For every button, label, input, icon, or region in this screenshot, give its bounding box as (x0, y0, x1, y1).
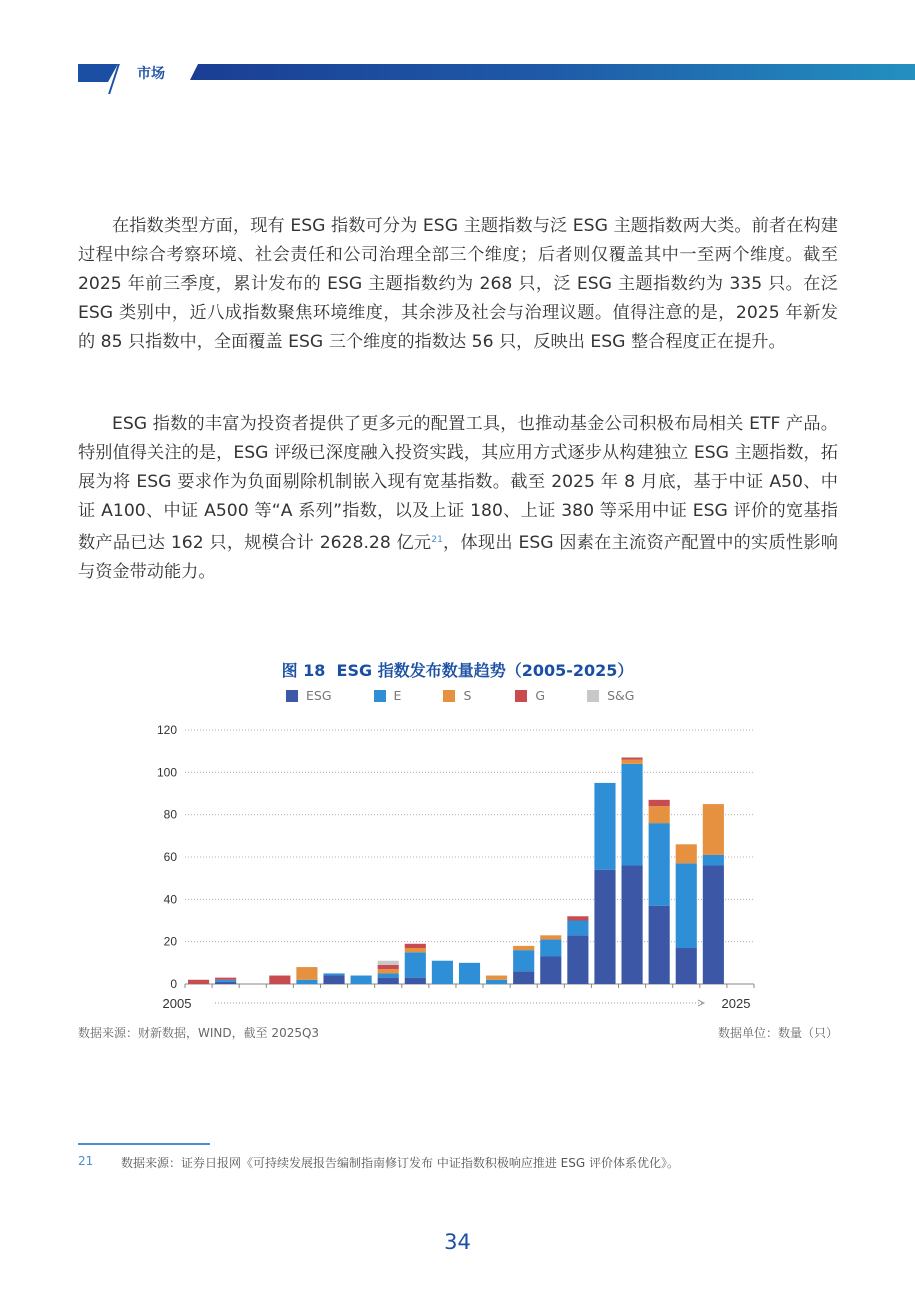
legend-swatch (443, 690, 455, 702)
bar-segment (269, 976, 290, 984)
legend-swatch (587, 690, 599, 702)
legend-swatch (374, 690, 386, 702)
bar-segment (676, 863, 697, 948)
legend-label: S&G (607, 688, 635, 703)
stacked-bar-chart (140, 718, 780, 1018)
bar-segment (676, 948, 697, 984)
x-tick-label-last: 2025 (721, 996, 751, 1011)
bar-segment (622, 760, 643, 764)
figure-label: 图 18 (281, 661, 326, 680)
bar-segment (296, 967, 317, 980)
bar-segment (215, 982, 236, 984)
figure-title (0, 658, 915, 681)
bar-segment (378, 973, 399, 977)
bar-segment (215, 978, 236, 980)
paragraph-2-text-a: ESG 指数的丰富为投资者提供了更多元的配置工具，也推动基金公司积极布局相关 ETF 产品。特别值得关注的是，ESG 评级已深度融入投资实践，其应用方式逐步从构建独立 ESG 主题指数，拓展为将 ESG 要求作为负面剔除机制嵌入现有宽基指数。截至 2025 年 8 月底，基于中证 A50、中证 A100、中证 A500 等“A 系列”指数，以及上证 180、上证 380 等采用中证 ESG 评价的宽基指数产品已达 162 只，规模合计 2628.28 亿元 (78, 414, 838, 553)
footnote-number: 21 (78, 1154, 94, 1168)
bar-segment (540, 956, 561, 984)
x-tick-label-first: 2005 (162, 996, 192, 1011)
bar-segment (378, 969, 399, 973)
y-tick-label: 0 (170, 977, 177, 991)
figure-source: 数据来源：财新数据，WIND，截至 2025Q3 (78, 1026, 320, 1040)
bar-segment (513, 950, 534, 971)
page-number: 34 (444, 1230, 471, 1254)
y-tick-label: 120 (156, 723, 177, 737)
bar-segment (703, 865, 724, 984)
legend-label: ESG (306, 688, 332, 703)
bar-segment (649, 800, 670, 806)
bar-segment (405, 952, 426, 977)
paragraph-2 (78, 410, 838, 587)
bar-segment (540, 940, 561, 957)
legend-item (374, 688, 402, 703)
bar-segment (486, 980, 507, 984)
bar-segment (567, 921, 588, 936)
legend-swatch (515, 690, 527, 702)
y-tick-label: 100 (156, 765, 177, 780)
legend-swatch (286, 690, 298, 702)
bar-segment (351, 976, 372, 984)
bar-segment (188, 980, 209, 984)
y-tick-label: 20 (163, 934, 177, 949)
legend-label: E (393, 688, 402, 703)
bar-segment (432, 961, 453, 984)
bar-segment (486, 976, 507, 980)
bar-segment (459, 963, 480, 984)
y-tick-label: 40 (163, 892, 177, 907)
bar-segment (378, 961, 399, 965)
legend-item (286, 688, 332, 703)
section-title: 市场 (137, 66, 165, 82)
y-tick-label: 80 (163, 807, 177, 822)
bar-segment (622, 758, 643, 760)
footnote-divider (78, 1143, 210, 1145)
paragraph-1: 在指数类型方面，现有 ESG 指数可分为 ESG 主题指数与泛 ESG 主题指数两大类。前者在构建过程中综合考察环境、社会责任和公司治理全部三个维度；后者则仅覆盖其中一至两个维度。截至 2025 年前三季度，累计发布的 ESG 主题指数约为 268 只，泛 ESG 主题指数约为 335 只。在泛 ESG 类别中，近八成指数聚焦环境维度，其余涉及社会与治理议题。值得注意的是，2025 年新发的 85 只指数中，全面覆盖 ESG 三个维度的指数达 56 只，反映出 ESG 整合程度正在提升。 (78, 216, 838, 352)
figure-title-text: ESG 指数发布数量趋势（2005-2025） (336, 661, 634, 680)
bar-segment (622, 764, 643, 866)
bar-segment (513, 971, 534, 984)
legend-item (587, 688, 634, 703)
bar-segment (405, 944, 426, 948)
bar-segment (513, 946, 534, 950)
bar-segment (676, 844, 697, 863)
y-tick-label: 60 (163, 850, 177, 864)
legend-item (443, 688, 471, 703)
legend-label: G (535, 688, 546, 703)
bar-segment (622, 865, 643, 984)
bar-segment (703, 855, 724, 866)
bar-segment (567, 935, 588, 984)
bar-segment (378, 978, 399, 984)
bar-segment (649, 906, 670, 984)
legend-item (515, 688, 545, 703)
bar-segment (703, 804, 724, 855)
figure-unit: 数据单位：数量（只） (717, 1026, 838, 1040)
bar-segment (540, 935, 561, 939)
bar-segment (594, 783, 615, 870)
header-gradient-bar (190, 64, 915, 80)
bar-segment (215, 980, 236, 982)
chart-legend (286, 688, 634, 703)
bar-segment (323, 976, 344, 984)
bar-segment (405, 978, 426, 984)
bar-segment (567, 916, 588, 920)
footnote-text: 数据来源：证券日报网《可持续发展报告编制指南修订发布 中证指数积极响应推进 ESG 评价体系优化》。 (121, 1156, 679, 1170)
bar-segment (649, 806, 670, 823)
bar-segment (649, 823, 670, 906)
paragraph-2-text-b: ，体现出 ESG 因素在主流资产配置中的实质性影响与资金带动能力。 (78, 533, 838, 582)
legend-label: S (463, 688, 472, 703)
bar-segment (296, 980, 317, 984)
footnote-ref[interactable]: 21 (431, 535, 443, 545)
bar-segment (378, 965, 399, 969)
bar-segment (405, 948, 426, 952)
bar-segment (594, 870, 615, 984)
bar-segment (323, 973, 344, 975)
